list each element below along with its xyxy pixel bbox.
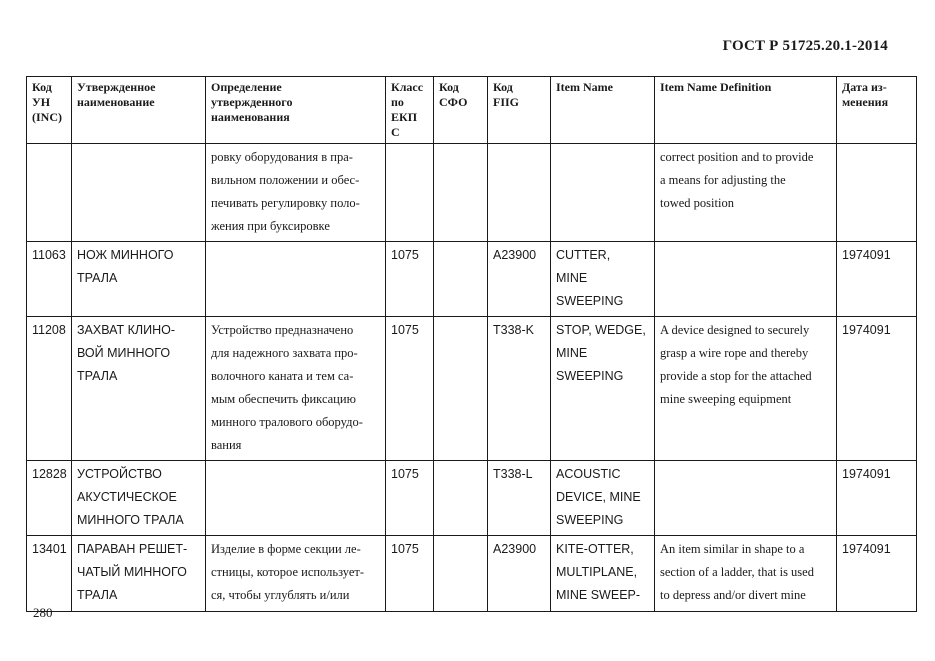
- cell-definition: Изделие в форме секции ле- стницы, которое использует- ся, чтобы углублять и/или: [206, 536, 386, 612]
- cell-change-date: 1974091: [837, 317, 917, 461]
- cell-approved-name: ЗАХВАТ КЛИНО- ВОЙ МИННОГО ТРАЛА: [72, 317, 206, 461]
- cell-inc: 13401: [27, 536, 72, 612]
- col-header-item-name: Item Name: [551, 77, 655, 144]
- table-row: [27, 461, 917, 536]
- cell-change-date: 1974091: [837, 536, 917, 612]
- cell-item-definition: An item similar in shape to a section of a ladder, that is used to depress and/or divert mine: [655, 536, 837, 612]
- cell-item-name: KITE-OTTER, MULTIPLANE, MINE SWEEP-: [551, 536, 655, 612]
- cell-definition: [206, 461, 386, 536]
- cell-sfo: [434, 461, 488, 536]
- cell-item-name: CUTTER, MINE SWEEPING: [551, 242, 655, 317]
- cell-fiig: A23900: [488, 536, 551, 612]
- cell-approved-name: УСТРОЙСТВО АКУСТИЧЕСКОЕ МИННОГО ТРАЛА: [72, 461, 206, 536]
- table-row: [27, 536, 917, 612]
- nomenclature-table: [26, 76, 917, 612]
- cell-approved-name: НОЖ МИННОГО ТРАЛА: [72, 242, 206, 317]
- document-code: ГОСТ Р 51725.20.1-2014: [722, 38, 888, 54]
- table-row: [27, 144, 917, 242]
- cell-sfo: [434, 242, 488, 317]
- col-header-change-date: Дата из- менения: [837, 77, 917, 144]
- table-header-row: [27, 77, 917, 144]
- cell-item-name: [551, 144, 655, 242]
- cell-class: 1075: [386, 242, 434, 317]
- col-header-class: Класс по ЕКП С: [386, 77, 434, 144]
- cell-item-definition: A device designed to securely grasp a wire rope and thereby provide a stop for the attached mine sweeping equipment: [655, 317, 837, 461]
- cell-approved-name: [72, 144, 206, 242]
- col-header-fiig: Код FIIG: [488, 77, 551, 144]
- cell-fiig: T338-L: [488, 461, 551, 536]
- cell-change-date: 1974091: [837, 461, 917, 536]
- cell-inc: [27, 144, 72, 242]
- cell-fiig: T338-K: [488, 317, 551, 461]
- col-header-item-definition: Item Name Definition: [655, 77, 837, 144]
- cell-sfo: [434, 317, 488, 461]
- cell-item-name: ACOUSTIC DEVICE, MINE SWEEPING: [551, 461, 655, 536]
- cell-inc: 12828: [27, 461, 72, 536]
- cell-item-definition: [655, 242, 837, 317]
- col-header-inc: Код УН (INC): [27, 77, 72, 144]
- cell-definition: [206, 242, 386, 317]
- cell-class: 1075: [386, 317, 434, 461]
- table-row: [27, 317, 917, 461]
- cell-approved-name: ПАРАВАН РЕШЕТ- ЧАТЫЙ МИННОГО ТРАЛА: [72, 536, 206, 612]
- col-header-sfo: Код СФО: [434, 77, 488, 144]
- cell-definition: ровку оборудования в пра- вильном положении и обес- печивать регулировку поло- жения при буксировке: [206, 144, 386, 242]
- cell-class: [386, 144, 434, 242]
- page-number: 280: [33, 605, 53, 620]
- cell-sfo: [434, 144, 488, 242]
- cell-class: 1075: [386, 536, 434, 612]
- col-header-approved-name: Утвержденное наименование: [72, 77, 206, 144]
- cell-inc: 11208: [27, 317, 72, 461]
- cell-change-date: [837, 144, 917, 242]
- cell-fiig: A23900: [488, 242, 551, 317]
- cell-item-definition: [655, 461, 837, 536]
- cell-inc: 11063: [27, 242, 72, 317]
- cell-fiig: [488, 144, 551, 242]
- cell-item-definition: correct position and to provide a means for adjusting the towed position: [655, 144, 837, 242]
- col-header-definition: Определение утвержденного наименования: [206, 77, 386, 144]
- cell-class: 1075: [386, 461, 434, 536]
- cell-sfo: [434, 536, 488, 612]
- cell-definition: Устройство предназначено для надежного захвата про- волочного каната и тем са- мым обеспечить фиксацию минного тралового оборудо- вания: [206, 317, 386, 461]
- table-row: [27, 242, 917, 317]
- cell-change-date: 1974091: [837, 242, 917, 317]
- cell-item-name: STOP, WEDGE, MINE SWEEPING: [551, 317, 655, 461]
